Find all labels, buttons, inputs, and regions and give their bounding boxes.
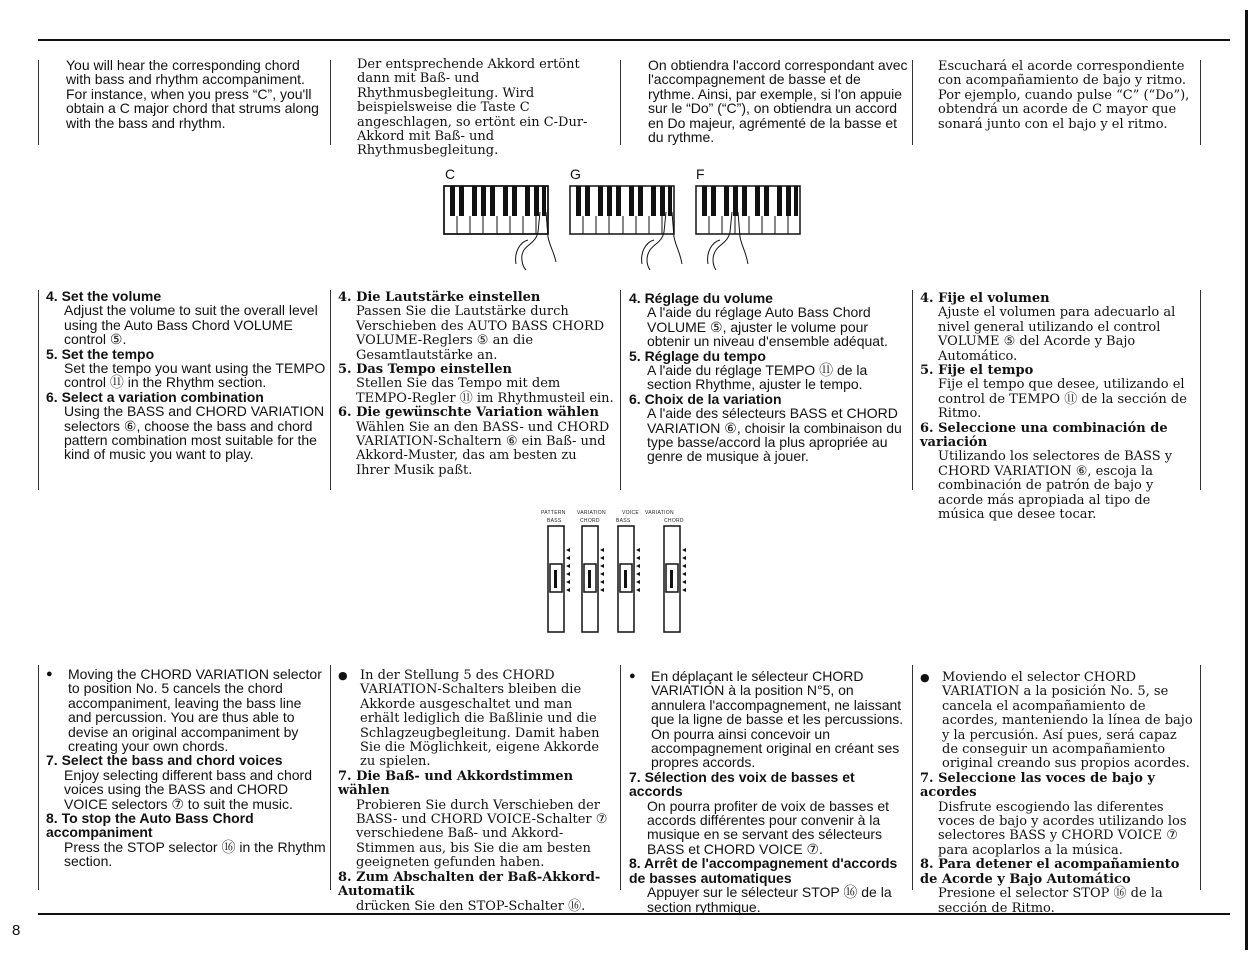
step-heading: 4. Fije el volumen <box>920 291 1050 306</box>
intro-fr: On obtiendra l'accord correspondant avec l'accompagnement de basse et de rythme. Ainsi, par exemple, si l'on appuie sur le “Do” (“C”), on obtiendra un accord en Do majeur, agrémenté de la basse et du rythme. <box>648 57 908 146</box>
selector-label-variation-2: VARIATION <box>645 510 674 516</box>
selector-label-bass-2: BASS <box>616 518 631 524</box>
step-heading: 5. Fije el tempo <box>920 363 1034 379</box>
selector-label-voice: VOICE <box>622 510 640 516</box>
step-heading: 8. Arrêt de l'accompagnement d'accords de basses automatiques <box>629 855 898 886</box>
selector-label-variation: VARIATION <box>577 510 606 516</box>
step-body: A l'aide du réglage Auto Bass Chord VOLUME ⑤, ajuster le volume pour obtenir un niveau d'ensemble adéquat. <box>647 304 888 350</box>
step-heading: 5. Réglage du tempo <box>629 347 766 364</box>
selector-label-bass: BASS <box>547 518 562 524</box>
note-bullet: ● Moving the CHORD VARIATION selector to position No. 5 cancels the chord accompaniment, leaving the bass line and percussion. You are thus able to devise an original accompaniment by creating your own chords. <box>46 667 328 753</box>
step-heading: 4. Set the volume <box>46 288 162 304</box>
step-heading: 5. Das Tempo einstellen <box>338 362 512 378</box>
step-heading: 6. Die gewünschte Variation wählen <box>338 405 599 421</box>
step-body: Disfrute escogiendo las diferentes voces de bajo y acordes utilizando los selectores BASS y CHORD VOICE ⑦ para acoplarlos a la música. <box>938 799 1187 858</box>
steps-a-en <box>46 289 328 462</box>
step-body: Fije el tempo que desee, utilizando el control de TEMPO ⑪ de la sección de Ritmo. <box>938 377 1187 422</box>
step-body: Presione el selector STOP ⑯ de la sección de Ritmo. <box>938 886 1163 916</box>
step-body: Ajuste el volumen para adecuarlo al nivel general utilizando el control VOLUME ⑤ del Acorde y Bajo Automático. <box>938 305 1176 364</box>
note-bullet: ● In der Stellung 5 des CHORD VARIATION-Schalters bleiben die Akkorde ausgeschaltet und man erhält lediglich die Baßlinie und die Schlagzeugbegleitung. Damit haben Sie die Möglichkeit, eigene Akkorde zu spielen. <box>338 669 614 770</box>
column-divider <box>330 60 331 145</box>
step-body: Enjoy selecting different bass and chord voices using the BASS and CHORD VOICE selectors ⑦ to suit the music. <box>64 766 313 812</box>
column-divider <box>38 665 39 890</box>
keyboard-label-c: C <box>445 166 456 182</box>
step-body: Wählen Sie an den BASS- und CHORD VARIATION-Schaltern ⑥ ein Baß- und Akkord-Muster, das am besten zu Ihrer Musik paßt. <box>356 419 610 478</box>
column-divider <box>912 665 913 890</box>
note-bullet: ● En déplaçant le sélecteur CHORD VARIATION à la position N°5, on annulera l'accompagnement, ne laissant que la ligne de basse et les percussions. On pourra ainsi concevoir un accompagnement original en créant ses propres accords. <box>629 669 910 770</box>
selector-label-chord: CHORD <box>580 518 600 524</box>
step-heading: 5. Set the tempo <box>46 345 155 362</box>
column-divider <box>38 290 39 490</box>
step-heading: 7. Select the bass and chord voices <box>46 752 283 769</box>
intro-es: Escuchará el acorde correspondiente con acompañamiento de bajo y ritmo. Por ejemplo, cuando pulse “C” (“Do”), obtendrá un acorde de C mayor que sonará junto con el bajo y el ritmo. <box>938 59 1190 132</box>
step-heading: 4. Die Lautstärke einstellen <box>338 290 541 305</box>
keyboard-label-g: G <box>570 166 581 182</box>
page-number: 8 <box>12 922 21 939</box>
steps-b-en <box>46 667 328 869</box>
scan-edge <box>1245 10 1248 950</box>
step-heading: 7. Die Baß- und Akkordstimmen wählen <box>338 768 574 799</box>
step-heading: 7. Seleccione las voces de bajo y acordes <box>920 770 1155 801</box>
top-rule <box>38 39 1230 41</box>
column-divider <box>1200 60 1201 145</box>
step-body: Set the tempo you want using the TEMPO control ⑪ in the Rhythm section. <box>64 360 326 391</box>
column-divider <box>330 665 331 890</box>
step-body: A l'aide du réglage TEMPO ⑪ de la section Rhythme, ajuster le tempo. <box>647 362 868 393</box>
keyboard-label-f: F <box>696 166 705 182</box>
step-body: A l'aide des sélecteurs BASS et CHORD VARIATION ⑥, choisir la combinaison du type basse/accord la plus apropriée au genre de musique à jouer. <box>647 405 902 465</box>
step-body: Stellen Sie das Tempo mit dem TEMPO-Regler ⑪ im Rhythmusteil ein. <box>356 376 614 406</box>
step-body: Adjust the volume to suit the overall level using the Auto Bass Chord VOLUME control ⑤. <box>64 302 318 348</box>
column-divider <box>1200 290 1201 490</box>
column-divider <box>620 665 621 890</box>
steps-a-es <box>920 292 1196 523</box>
steps-a-de <box>338 291 614 478</box>
step-body: Using the BASS and CHORD VARIATION selectors ⑥, choose the bass and chord pattern combination most suitable for the kind of music you want to play. <box>64 403 325 463</box>
steps-b-fr <box>629 669 910 914</box>
column-divider <box>620 290 621 490</box>
column-divider <box>330 290 331 490</box>
intro-de: Der entsprechende Akkord ertönt dann mit Baß- und Rhythmusbegleitung. Wird beispielsweise die Taste C angeschlagen, so ertönt ein C-Dur-Akkord mit Baß- und Rhythmusbegleitung. <box>357 57 588 159</box>
step-heading: 6. Seleccione una combinación de variación <box>920 420 1168 451</box>
step-body: Probieren Sie durch Verschieben der BASS- und CHORD VOICE-Schalter ⑦ verschiedene Baß- und Akkord-Stimmen aus, bis Sie die am besten geeigneten gefunden haben. <box>356 797 608 871</box>
note-bullet: ● Moviendo el selector CHORD VARIATION a la posición No. 5, se cancela el acompañamiento de acordes, manteniendo la línea de bajo y la percusión. Así pues, será capaz de conseguir un acompañamiento original creando sus propios acordes. <box>920 671 1196 772</box>
step-body: On pourra profiter de voix de basses et accords différentes pour convenir à la musique en se servant des sélecteurs BASS et CHORD VOICE ⑦. <box>647 797 890 857</box>
steps-a-fr <box>629 291 910 464</box>
selector-illustration <box>540 524 710 636</box>
step-heading: 6. Select a variation combination <box>46 388 264 405</box>
column-divider <box>912 60 913 145</box>
intro-en: You will hear the corresponding chord with bass and rhythm accompaniment. For instance, when you press “C”, you'll obtain a C major chord that strums along with the bass and rhythm. <box>66 57 319 131</box>
step-heading: 4. Réglage du volume <box>629 290 773 306</box>
keyboard-illustration <box>440 182 830 272</box>
column-divider <box>1200 665 1201 890</box>
column-divider <box>38 60 39 145</box>
step-heading: 8. Para detener el acompañamiento de Acorde y Bajo Automático <box>920 857 1180 887</box>
selector-label-pattern: PATTERN <box>541 510 566 516</box>
step-body: Utilizando los selectores de BASS y CHORD VARIATION ⑥, escoja la combinación de patrón de bajo y acorde más apropiada al tipo de música que desee tocar. <box>938 449 1173 523</box>
step-body: Passen Sie die Lautstärke durch Verschieben des AUTO BASS CHORD VOLUME-Reglers ⑤ an die Gesamtlautstärke an. <box>356 304 605 363</box>
step-heading: 8. Zum Abschalten der Baß-Akkord-Automatik <box>338 869 601 900</box>
steps-b-es <box>920 671 1196 916</box>
step-body: Press the STOP selector ⑯ in the Rhythm section. <box>64 838 326 870</box>
column-divider <box>912 290 913 490</box>
step-heading: 7. Sélection des voix de basses et accords <box>629 768 855 800</box>
column-divider <box>620 60 621 145</box>
step-body: Appuyer sur le sélecteur STOP ⑯ de la section rythmique. <box>647 884 892 915</box>
step-body: drücken Sie den STOP-Schalter ⑯. <box>356 898 586 914</box>
steps-b-de <box>338 669 614 914</box>
step-heading: 8. To stop the Auto Bass Chord accompaniment <box>46 810 254 841</box>
step-heading: 6. Choix de la variation <box>629 390 782 407</box>
selector-label-chord-2: CHORD <box>664 518 684 524</box>
